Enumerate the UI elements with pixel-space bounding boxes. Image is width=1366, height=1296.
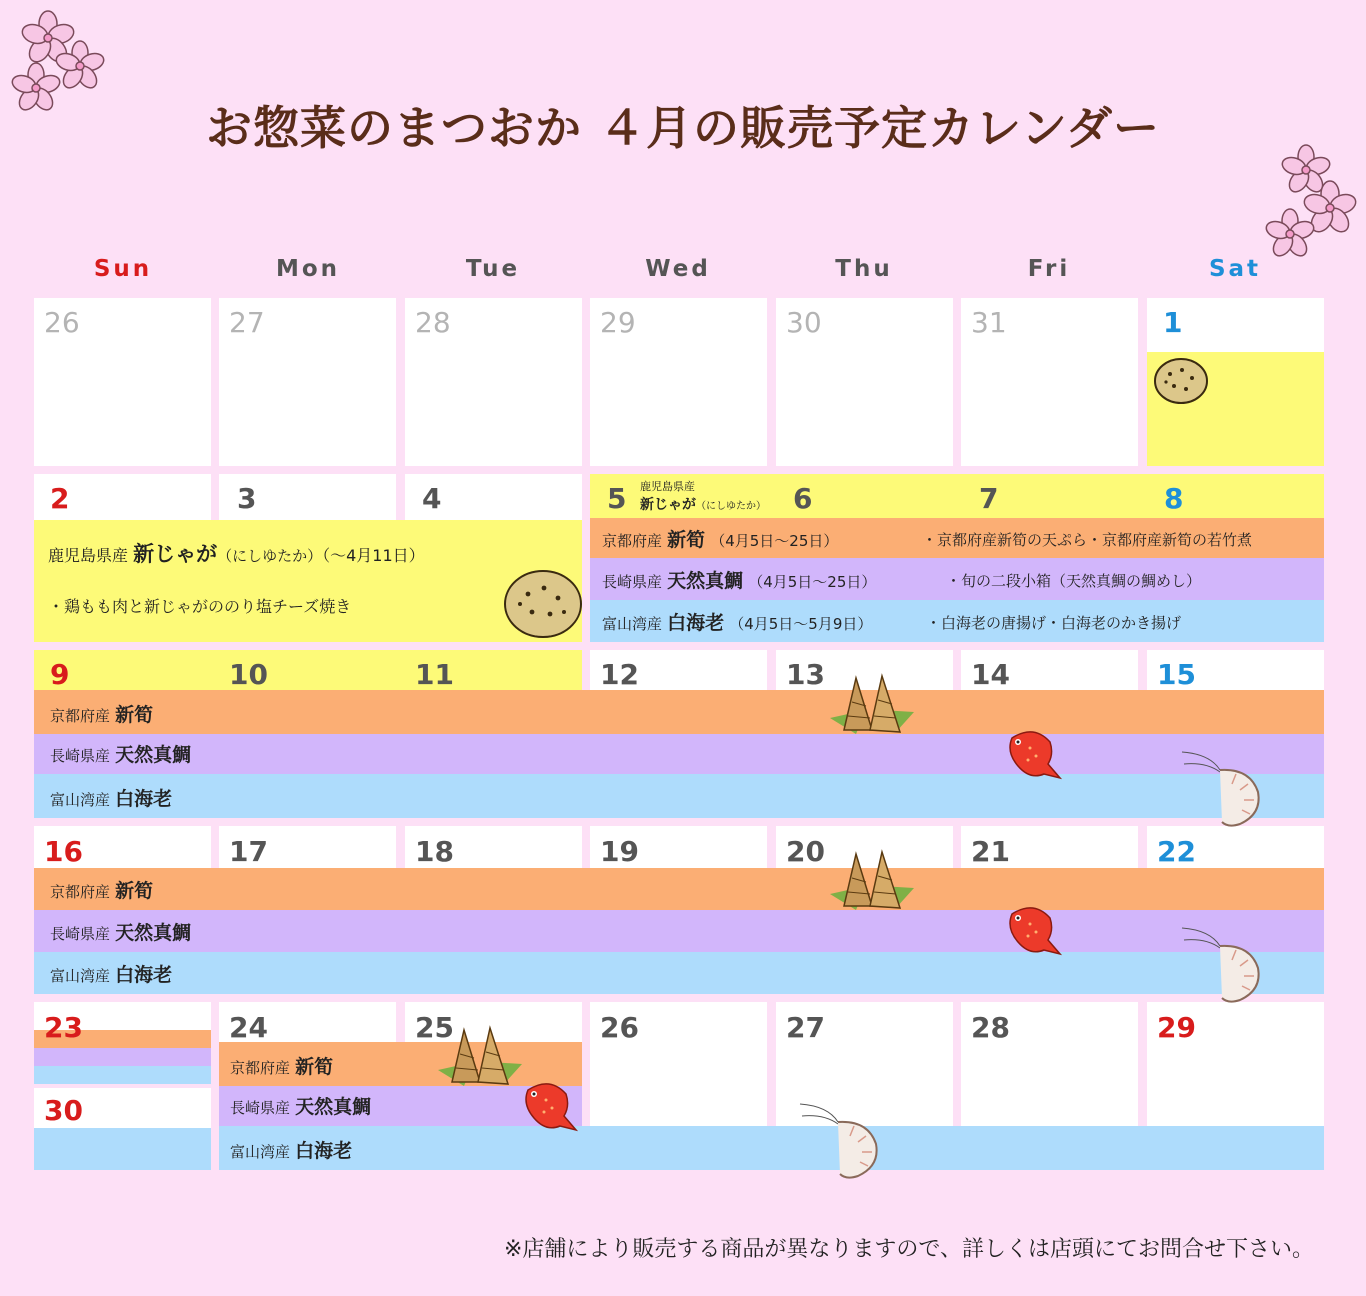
day-number: 15 bbox=[1157, 658, 1196, 691]
potato-band bbox=[34, 650, 582, 690]
bamboo-label: 京都府産 新筍 bbox=[50, 880, 154, 902]
day-number: 21 bbox=[971, 835, 1010, 868]
potato-icon bbox=[1152, 356, 1210, 406]
day-number: 27 bbox=[229, 306, 265, 339]
sea-bream-icon bbox=[1004, 900, 1066, 960]
shrimp-band bbox=[34, 1066, 211, 1084]
shrimp-label: 富山湾産 白海老 bbox=[50, 788, 173, 810]
day-number: 2 bbox=[50, 482, 70, 515]
day-number: 13 bbox=[786, 658, 825, 691]
seabream-label: 長崎県産 天然真鯛 bbox=[230, 1096, 372, 1118]
day-number: 29 bbox=[600, 306, 636, 339]
shrimp-detail: 富山湾産 白海老 （4月5日～5月9日） bbox=[602, 612, 873, 634]
weekday-wed: Wed bbox=[645, 256, 711, 282]
day-number: 7 bbox=[979, 482, 999, 515]
day-number: 1 bbox=[1163, 306, 1183, 339]
seabream-band bbox=[34, 1048, 211, 1066]
day-number: 24 bbox=[229, 1011, 268, 1044]
shrimp-band bbox=[34, 952, 1324, 994]
day-number: 5 bbox=[607, 482, 627, 515]
weekday-fri: Fri bbox=[1027, 256, 1071, 282]
seabream-detail: 長崎県産 天然真鯛 （4月5日～25日） bbox=[602, 570, 877, 592]
sea-bream-icon bbox=[520, 1076, 582, 1136]
bamboo-shoot-icon bbox=[826, 672, 918, 744]
seabream-label: 長崎県産 天然真鯛 bbox=[50, 922, 192, 944]
bamboo-label: 京都府産 新筍 bbox=[230, 1056, 334, 1078]
seabream-band bbox=[34, 734, 1324, 774]
day-number: 6 bbox=[793, 482, 813, 515]
day-number: 10 bbox=[229, 658, 268, 691]
bamboo-label: 京都府産 新筍 bbox=[50, 704, 154, 726]
bamboo-dishes: ・京都府産新筍の天ぷら・京都府産新筍の若竹煮 bbox=[922, 531, 1253, 549]
potato-origin-small: 鹿児島県産 bbox=[640, 480, 695, 493]
shrimp-label: 富山湾産 白海老 bbox=[50, 964, 173, 986]
shrimp-band bbox=[34, 1128, 211, 1170]
day-number: 31 bbox=[971, 306, 1007, 339]
weekday-thu: Thu bbox=[835, 256, 893, 282]
day-number: 28 bbox=[971, 1011, 1010, 1044]
seabream-band bbox=[34, 910, 1324, 952]
shrimp-icon bbox=[1180, 744, 1270, 832]
bamboo-band bbox=[34, 868, 1324, 910]
shrimp-dishes: ・白海老の唐揚げ・白海老のかき揚げ bbox=[926, 614, 1182, 632]
weekday-sat: Sat bbox=[1208, 256, 1262, 282]
bamboo-shoot-icon bbox=[434, 1024, 526, 1096]
day-number: 9 bbox=[50, 658, 70, 691]
potato-icon bbox=[502, 568, 584, 640]
store-note: ※店舗により販売する商品が異なりますので、詳しくは店頭にてお問合せ下さい。 bbox=[504, 1237, 1314, 1262]
day-number: 20 bbox=[786, 835, 825, 868]
cherry-blossom-icon bbox=[0, 0, 120, 120]
weekday-sun: Sun bbox=[93, 256, 153, 282]
day-number: 25 bbox=[415, 1011, 454, 1044]
day-number: 16 bbox=[44, 835, 83, 868]
bamboo-shoot-icon bbox=[826, 848, 918, 920]
day-number: 30 bbox=[44, 1094, 83, 1127]
potato-name-small: 新じゃが（にしゆたか） bbox=[640, 497, 766, 513]
day-number: 19 bbox=[600, 835, 639, 868]
day-number: 26 bbox=[44, 306, 80, 339]
day-number: 22 bbox=[1157, 835, 1196, 868]
day-number: 26 bbox=[600, 1011, 639, 1044]
day-number: 4 bbox=[422, 482, 442, 515]
bamboo-band bbox=[34, 690, 1324, 734]
day-number: 3 bbox=[237, 482, 257, 515]
potato-dish: ・鶏もも肉と新じゃがののり塩チーズ焼き bbox=[48, 597, 352, 616]
day-number: 30 bbox=[786, 306, 822, 339]
day-number: 27 bbox=[786, 1011, 825, 1044]
shrimp-icon bbox=[798, 1096, 888, 1184]
day-number: 8 bbox=[1164, 482, 1184, 515]
shrimp-icon bbox=[1180, 920, 1270, 1008]
weekday-tue: Tue bbox=[465, 256, 521, 282]
cherry-blossom-icon bbox=[1250, 140, 1366, 270]
potato-heading: 鹿児島県産 新じゃが（にしゆたか）（～4月11日） bbox=[48, 542, 425, 566]
day-number: 28 bbox=[415, 306, 451, 339]
day-number: 23 bbox=[44, 1011, 83, 1044]
sea-bream-icon bbox=[1004, 724, 1066, 784]
bamboo-detail: 京都府産 新筍 （4月5日～25日） bbox=[602, 529, 839, 551]
day-number: 12 bbox=[600, 658, 639, 691]
day-number: 17 bbox=[229, 835, 268, 868]
shrimp-band bbox=[34, 774, 1324, 818]
weekday-mon: Mon bbox=[275, 256, 341, 282]
page-title: お惣菜のまつおか ４月の販売予定カレンダー bbox=[205, 101, 1161, 155]
day-number: 29 bbox=[1157, 1011, 1196, 1044]
seabream-dishes: ・旬の二段小箱（天然真鯛の鯛めし） bbox=[946, 572, 1202, 590]
shrimp-band bbox=[219, 1126, 1324, 1170]
day-number: 18 bbox=[415, 835, 454, 868]
seabream-label: 長崎県産 天然真鯛 bbox=[50, 744, 192, 766]
day-number: 11 bbox=[415, 658, 454, 691]
day-number: 14 bbox=[971, 658, 1010, 691]
shrimp-label: 富山湾産 白海老 bbox=[230, 1140, 353, 1162]
